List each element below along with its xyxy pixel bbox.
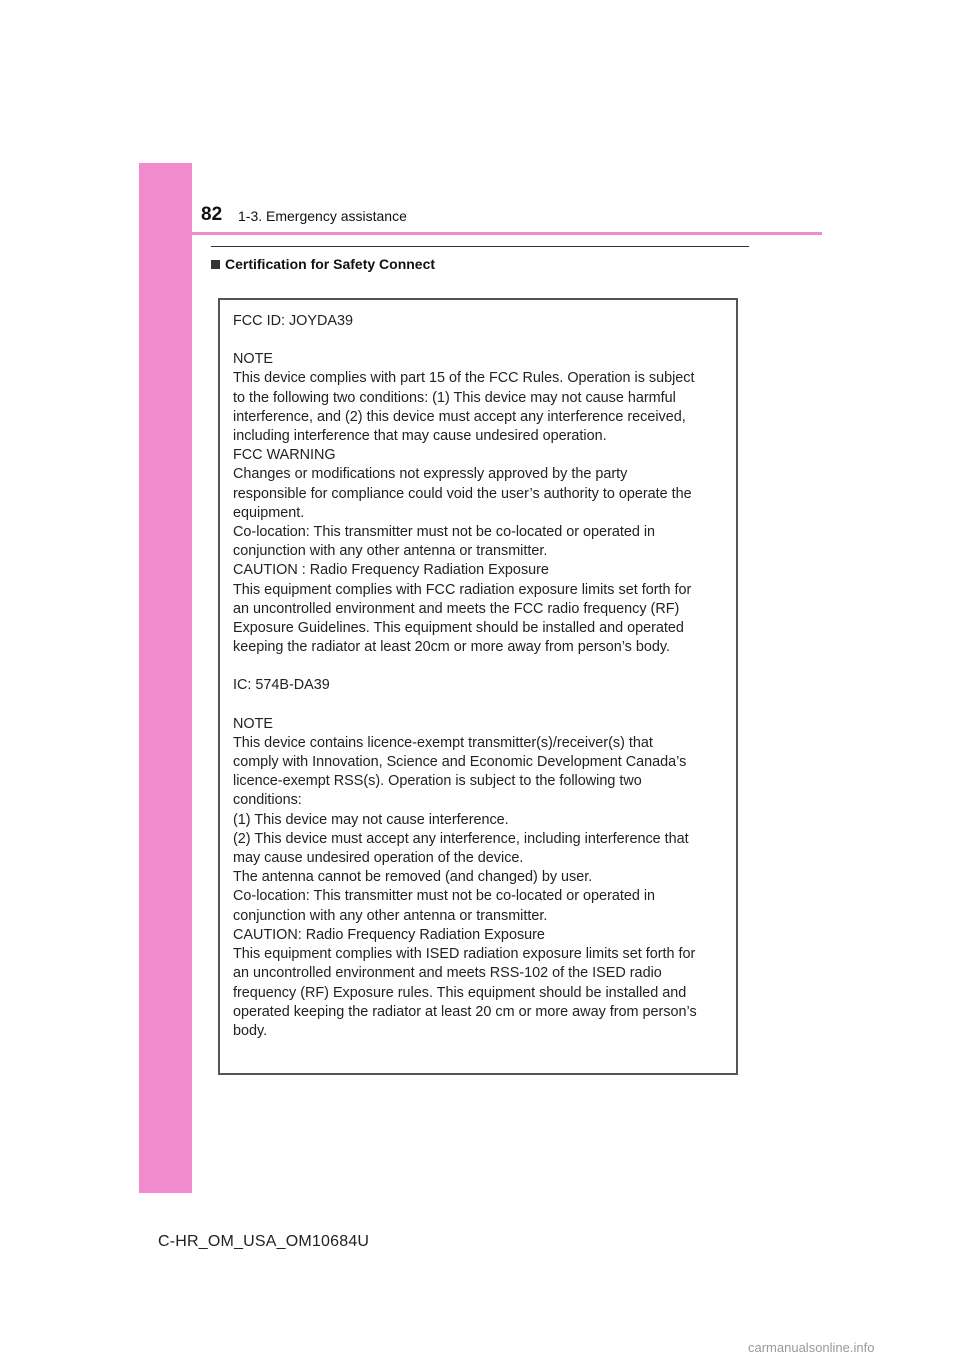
certificate-line: licence-exempt RSS(s). Operation is subject to the following two (233, 773, 642, 790)
certificate-line: operated keeping the radiator at least 20 cm or more away from person’s (233, 1003, 697, 1020)
square-bullet-icon (211, 260, 220, 269)
certificate-line: equipment. (233, 504, 305, 521)
certificate-line: (2) This device must accept any interference, including interference that (233, 830, 689, 847)
certificate-line: conjunction with any other antenna or transmitter. (233, 907, 548, 924)
blank-line (233, 657, 733, 676)
watermark: carmanualsonline.info (748, 1340, 875, 1355)
certificate-line: IC: 574B-DA39 (233, 677, 330, 694)
section-divider (211, 246, 749, 247)
certificate-line: FCC ID: JOYDA39 (233, 313, 353, 329)
certificate-line: CAUTION : Radio Frequency Radiation Exposure (233, 562, 549, 579)
certificate-line: Exposure Guidelines. This equipment should be installed and operated (233, 620, 684, 637)
document-code: C-HR_OM_USA_OM10684U (158, 1233, 370, 1250)
certificate-line: This device contains licence-exempt transmitter(s)/receiver(s) that (233, 734, 653, 751)
blank-line (233, 331, 733, 350)
certification-label-box (218, 298, 738, 1075)
certificate-line: This equipment complies with FCC radiation exposure limits set forth for (233, 581, 692, 598)
certificate-line: comply with Innovation, Science and Economic Development Canada’s (233, 754, 687, 771)
header-accent-line (139, 232, 822, 235)
certificate-line: conjunction with any other antenna or transmitter. (233, 543, 548, 560)
certificate-line: to the following two conditions: (1) This device may not cause harmful (233, 389, 676, 406)
certificate-line: including interference that may cause undesired operation. (233, 428, 607, 445)
page-number: 82 (201, 204, 223, 225)
certificate-line: an uncontrolled environment and meets RSS-102 of the ISED radio (233, 965, 662, 982)
certificate-line: The antenna cannot be removed (and changed) by user. (233, 869, 593, 886)
certificate-line: responsible for compliance could void the user’s authority to operate the (233, 485, 692, 502)
certificate-line: (1) This device may not cause interference. (233, 811, 509, 828)
subheading (211, 256, 435, 272)
sidebar-accent-bar (139, 163, 192, 1193)
certificate-line: This equipment complies with ISED radiation exposure limits set forth for (233, 946, 696, 963)
blank-line (233, 696, 733, 715)
certificate-line: may cause undesired operation of the device. (233, 850, 524, 867)
certificate-line: keeping the radiator at least 20cm or more away from person’s body. (233, 639, 671, 656)
section-title: 1-3. Emergency assistance (238, 208, 407, 224)
certificate-line: Changes or modifications not expressly approved by the party (233, 466, 628, 483)
certificate-line: NOTE (233, 715, 273, 732)
certificate-line: interference, and (2) this device must accept any interference received, (233, 408, 686, 425)
certificate-line: CAUTION: Radio Frequency Radiation Exposure (233, 926, 545, 943)
certificate-line: body. (233, 1022, 268, 1039)
certification-text (233, 312, 733, 1041)
certificate-line: Co-location: This transmitter must not be co-located or operated in (233, 888, 656, 905)
subheading-text: Certification for Safety Connect (225, 256, 436, 272)
certificate-line: frequency (RF) Exposure rules. This equipment should be installed and (233, 984, 687, 1001)
certificate-line: NOTE (233, 351, 273, 368)
certificate-line: conditions: (233, 792, 302, 809)
certificate-line: This device complies with part 15 of the FCC Rules. Operation is subject (233, 370, 695, 387)
certificate-line: Co-location: This transmitter must not be co-located or operated in (233, 524, 656, 541)
certificate-line: an uncontrolled environment and meets the FCC radio frequency (RF) (233, 600, 680, 617)
certificate-line: FCC WARNING (233, 447, 336, 464)
